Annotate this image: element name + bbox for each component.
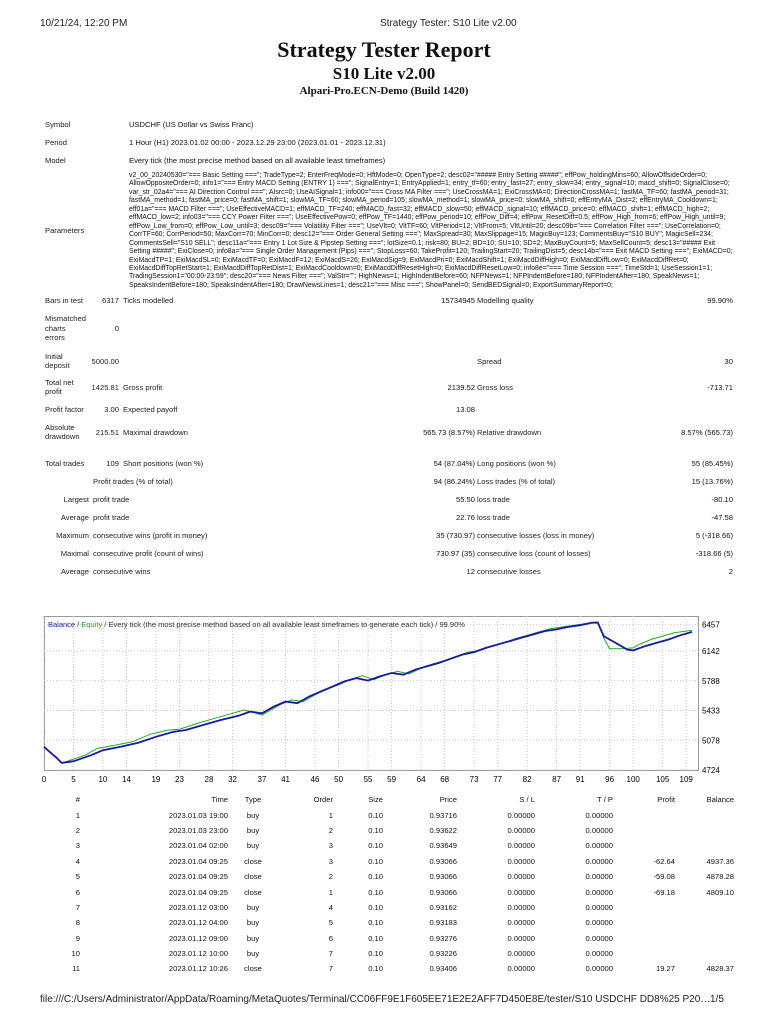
avg2-label: Average [60,566,89,576]
deals-cell: 7 [328,949,333,959]
x-tick-label: 55 [363,775,373,784]
deals-cell: 3 [75,841,80,851]
max-cw-label: consecutive wins (profit in money) [93,530,208,540]
deals-header-cell: Size [368,795,383,805]
ticks-value: 15734945 [441,295,475,305]
x-tick-label: 77 [493,775,503,784]
deals-cell: 0.00000 [585,887,613,897]
deals-cell: 0.00000 [585,810,613,820]
deals-cell: buy [246,825,260,835]
deals-header-cell: Profit [657,795,675,805]
period-label: Period [45,138,67,148]
chart-y-ticks [702,621,720,775]
report-title: Strategy Tester Report [277,37,491,62]
deals-cell: 0.00000 [585,825,613,835]
spread-value: 30 [724,356,733,366]
reldd-value: 8.57% (565.73) [681,427,733,437]
largest-pt-label: profit trade [93,494,130,504]
largest-pt-value: 55.50 [455,494,475,504]
deals-cell [613,931,675,946]
x-tick-label: 50 [334,775,344,784]
balance-equity-chart [41,616,734,788]
deals-cell: 2023.01.04 09:25 [168,887,228,897]
x-tick-label: 23 [175,775,184,784]
lt-value: 15 (13.76%) [691,476,733,486]
deals-cell: 0.93716 [429,810,457,820]
deals-cell [675,900,734,915]
mismatch-label-3: errors [45,333,65,343]
legend-equity: Equity [81,620,103,629]
mismatch-value: 0 [114,323,119,333]
short-label: Short positions (won %) [123,458,204,468]
deals-cell [613,823,675,838]
x-tick-label: 32 [228,775,237,784]
legend-sep: / [75,620,82,629]
netprofit-value: 1425.81 [91,382,119,392]
x-tick-label: 82 [522,775,532,784]
deals-cell: 0.00000 [507,964,535,974]
deals-cell: 0.00000 [585,918,613,928]
absdd-value: 215.51 [95,427,119,437]
avg-cl-value: 2 [728,566,733,576]
x-tick-label: 19 [151,775,161,784]
deals-cell: buy [246,918,260,928]
deals-cell: 2023.01.12 10:00 [168,949,228,959]
deals-header-row [44,792,734,807]
x-tick-label: 109 [679,775,693,784]
deals-cell: 0.10 [368,964,383,974]
deals-cell: 2023.01.04 02:00 [168,841,228,851]
deals-header-cell: Order [313,795,333,805]
deals-cell: 0.00000 [507,933,535,943]
summary-table [44,116,734,580]
deals-cell: close [244,964,262,974]
deals-cell [675,931,734,946]
deals-cell: 0.93649 [429,841,457,851]
reldd-label: Relative drawdown [477,427,542,437]
deals-cell: 2023.01.03 19:00 [168,810,228,820]
deals-cell: 2 [328,825,333,835]
mal-cl-value: -318.66 (5) [695,548,733,558]
largest-lt-value: -80.10 [711,494,733,504]
deals-cell: 11 [72,964,80,974]
deals-cell: 0.00000 [585,933,613,943]
grossprofit-value: 2139.52 [447,382,475,392]
mismatch-label-1: Mismatched [45,313,86,323]
lt-label: Loss trades (% of total) [477,476,556,486]
table-row [44,854,734,869]
deals-cell [675,946,734,961]
deals-cell: 2023.01.12 09:00 [168,933,228,943]
mismatch-label-2: charts [45,323,66,333]
spread-label: Spread [477,356,502,366]
deals-cell [675,823,734,838]
deals-cell: 0.10 [368,933,383,943]
period-value: 1 Hour (H1) 2023.01.02 00:00 - 2023.12.29 23:00 (2023.01.01 - 2023.12.31) [129,138,386,148]
deals-header-cell: Price [439,795,457,805]
grossloss-value: -713.71 [707,382,733,392]
ea-name: S10 Lite v2.00 [332,64,436,83]
deals-cell: 0.10 [368,841,383,851]
deals-cell: 0.10 [368,810,383,820]
deals-cell [675,915,734,930]
deals-cell: 0.10 [368,856,383,866]
deals-cell: 0.00000 [507,918,535,928]
deals-cell: 0.00000 [507,810,535,820]
deals-cell: 9 [75,933,80,943]
deals-cell: 4 [328,902,333,912]
maximal-label: Maximal [60,548,89,558]
deals-cell: 1 [328,810,333,820]
deals-cell: 10 [71,949,80,959]
bars-label: Bars in test [45,295,83,305]
largest-lt-label: loss trade [477,494,510,504]
deals-cell [613,946,675,961]
deals-cell: 0.00000 [507,825,535,835]
deals-cell: -59.08 [653,872,675,882]
grossloss-label: Gross loss [477,382,513,392]
largest-label: Largest [63,494,89,504]
y-tick-label: 5433 [702,706,720,716]
deals-cell: 2023.01.03 23:00 [168,825,228,835]
deals-cell: 0.00000 [585,841,613,851]
average-lt-value: -47.58 [711,512,733,522]
deposit-label-2: deposit [45,361,70,371]
x-tick-label: 46 [310,775,320,784]
deals-cell: 19.27 [655,964,675,974]
symbol-value: USDCHF (US Dollar vs Swiss Franc) [129,120,254,130]
parameters-value: v2_00_20240530="=== Basic Setting ==="; TradeType=2; EnterFreqMode=0; HftMode=0; OpenType=2; desc02="##### Entry Setting #####"; effPow_holdingMins=60; AllowOffsideOrder=0; AllowOppositeOrder=0; info1="=== Entry MACD Setting (ENTRY 1) ==="; SignalEntry=1; EntryApplied=1; entry_tf=60; entry_fast=27; entry_slow=34; entry_signal=10; macd_shift=0; SignalClose=0; var_str_02a4="=== AI Direction Control ==="; AIsrc=0; UseAISignal=1; info00="=== Cross MA Filter ==="; UseCrossMA=1; ExiCrossMA=0; DirectionCrossMA=1; fastMA_TF=60; fastMA_period=31; fastMA_method=1; fastMA_price=0; fastMA_shift=1; slowMA_TF=60; slowMA_period=105; slowMA_method=1; slowMA_price=0; slowMA_shift=0; effEntryMA_Dist=2; effEntryMA_Cooldown=1; eff01a="=== MACD Filter ==="; UseEffectiveMACD=1; effMACD_TF=240; effMACD_fast=32; effMACD_slow=50; effMACD_signal=10; effMACD_price=0; effMACD_shift=1; effMACD_high=2; effMACD_low=2; info03="=== CCY Power Filter ==="; UseEffectivePow=0; effPow_TF=1440; effPow_period=10; effPow_Diff=4; effPow_ResetDiff=0.5; effPow_High_from=6; effPow_High_until=9; effPow_Low_from=0; effPow_Low_until=3; desc09="=== Volatility Filter ==="; UseVlt=0; VltTF=60; VltPeriod=12; VltFrom=5; VltUntil=20; desc09b="=== Correlation Filter ==="; UseCorrelation=0; CorrTF=60; CorrPeriod=50; MaxCorr=70; MinCorr=0; desc12="=== Order General Setting ==="; MaxSpread=30; MaxSlippage=15; MagicBuy=123; CommentsBuy="S10 BUY"; MagicSell=234; CommentsSell="S10 SELL"; desc11a="=== Entry 1 Lot Size & Pipstep Setting ==="; lotSize=0.1; risk=80; BU=2; BD=10; SU=10; SD=2; MaxBuyCount=5; MaxSellCount=5; desc13="##### Exit Setting #####"; ExiClose=0; info8a="=== Single Order Management (Pips) ==="; StopLoss=60; TakeProfit=120; TrailingStart=20; TrailingDist=5; desc14b="=== Exit MACD Setting ==="; ExiMACD=0; ExiMacdTP=1; ExiMacdSL=0; ExiMacdTF=0; ExiMacdF=12; ExiMacdS=26; ExiMacdSig=9; ExiMacdPri=0; ExiMacdShift=1; ExiMacdDiffHigh=0; ExiMacdDiffLow=0; ExiMacdDiffRet=0; ExiMacdDiffTopRetStart=1; ExiMacdDiffTopRetDist=1; ExiMacdCooldown=0; ExiMacdDiffResetHigh=0; ExiMacdDiffResetLow=0; info8e="=== Time Session ==="; TimeStd=1; UseSession1=1; TradingSession1="00:00-23:59"; desc20="=== News Filter ==="; ValStr=""; HighNews=1; HighIndentBefore=60; NFPNews=1; NFPIndentBefore=180; NFPIndentAfter=180; SpeakNews=1; SpeaksIndentBefore=180; SpeaksIndentAfter=180; DrawNewsLines=1; desc21="=== Misc ==="; ShowPanel=0; SendBEDSignal=0; ExportSummaryReport=0; [129,172,733,289]
table-row [44,838,734,853]
deals-cell: 2 [75,825,80,835]
deals-cell: 0.00000 [507,902,535,912]
deals-cell [675,838,734,853]
maxdd-value: 565.73 (8.57%) [423,427,475,437]
deals-header-cell: Type [244,795,262,805]
table-row [44,823,734,838]
absdd-label-1: Absolute [45,423,75,433]
table-row [44,884,734,899]
x-tick-label: 91 [575,775,585,784]
deals-cell: 2 [328,872,333,882]
long-value: 55 (85.45%) [691,458,733,468]
max-cl-label: consecutive losses (loss in money) [477,530,595,540]
average-lt-label: loss trade [477,512,510,522]
legend-rest: / Every tick (the most precise method based on all available least timeframes to generate each tick) / 99.90% [102,620,465,629]
deals-cell: close [244,887,262,897]
long-label: Long positions (won %) [477,458,556,468]
deals-cell: 4 [75,856,80,866]
deposit-value: 5000.00 [91,356,119,366]
x-tick-label: 73 [469,775,479,784]
deals-cell: 0.93066 [429,887,457,897]
legend-balance: Balance [48,620,76,629]
y-tick-label: 6142 [702,647,720,657]
max-cw-value: 35 (730.97) [436,530,475,540]
chart-x-ticks [42,775,694,784]
payoff-value: 13.08 [455,404,475,414]
avg-cw-value: 12 [466,566,475,576]
mal-cl-label: consecutive loss (count of losses) [477,548,591,558]
x-tick-label: 37 [257,775,267,784]
deals-cell: 0.93066 [429,856,457,866]
deals-cell: 2023.01.12 03:00 [168,902,228,912]
deals-cell: 4878.28 [706,872,734,882]
deals-cell: -69.18 [653,887,675,897]
x-tick-label: 28 [204,775,214,784]
absdd-label-2: drawdown [45,432,80,442]
pf-value: 3.00 [104,404,119,414]
y-tick-label: 6457 [702,620,720,630]
grossprofit-label: Gross profit [123,382,163,392]
deals-cell: 0.00000 [507,841,535,851]
deals-cell: 4937.36 [706,856,734,866]
x-tick-label: 96 [605,775,615,784]
table-row [44,869,734,884]
x-tick-label: 100 [626,775,640,784]
mal-cp-value: 730.97 (35) [436,548,475,558]
deals-cell: 0.93066 [429,872,457,882]
avg-cw-label: consecutive wins [93,566,151,576]
pt-label: Profit trades (% of total) [93,476,173,486]
footer-page-number: 1/5 [710,994,724,1005]
x-tick-label: 0 [41,775,47,784]
deals-cell: 2023.01.12 04:00 [168,918,228,928]
deals-cell [613,915,675,930]
chart-legend [48,620,465,629]
server-name: Alpari-Pro.ECN-Demo (Build 1420) [299,85,469,97]
deals-cell [613,838,675,853]
deals-cell: 0.93276 [429,933,457,943]
table-row [44,807,734,822]
deals-cell: 0.10 [368,872,383,882]
deals-cell: -62.64 [653,856,675,866]
deals-cell: 0.10 [368,918,383,928]
x-tick-label: 10 [98,775,108,784]
average-pt-value: 22.76 [455,512,475,522]
deals-cell: 0.00000 [585,964,613,974]
deals-cell: 3 [328,841,333,851]
deals-cell: 2023.01.04 09:25 [168,872,228,882]
table-row [44,915,734,930]
deals-cell: 5 [75,872,80,882]
deals-cell: 0.93226 [429,949,457,959]
deals-cell: 4809.10 [706,887,734,897]
x-tick-label: 68 [440,775,450,784]
deals-cell: 4828.37 [706,964,734,974]
trades-value: 109 [106,458,119,468]
deals-cell: 2023.01.04 09:25 [168,856,228,866]
deals-cell: 0.10 [368,825,383,835]
x-tick-label: 64 [416,775,426,784]
deals-cell: close [244,856,262,866]
deals-cell: buy [246,810,260,820]
netprofit-label-1: Total net [45,378,74,388]
deals-cell: 0.10 [368,887,383,897]
y-tick-label: 4724 [702,766,720,775]
netprofit-label-2: profit [45,387,62,397]
deals-cell: 7 [328,964,333,974]
maxdd-label: Maximal drawdown [123,427,188,437]
y-tick-label: 5788 [702,676,720,686]
pf-label: Profit factor [45,404,84,414]
deals-table [44,792,734,977]
payoff-label: Expected payoff [123,404,178,414]
deals-cell: 0.10 [368,902,383,912]
deals-cell: 0.00000 [507,887,535,897]
avg-cl-label: consecutive losses [477,566,541,576]
deals-cell: buy [246,841,260,851]
y-tick-label: 5078 [702,736,720,746]
x-tick-label: 59 [387,775,397,784]
deals-cell: 0.00000 [507,949,535,959]
x-tick-label: 5 [71,775,76,784]
x-tick-label: 87 [552,775,562,784]
deals-header-cell: # [75,795,80,805]
deals-cell: 2023.01.12 10:26 [168,964,228,974]
mal-cp-label: consecutive profit (count of wins) [93,548,204,558]
table-row [44,931,734,946]
pt-value: 94 (86.24%) [433,476,475,486]
print-datetime: 10/21/24, 12:20 PM [40,18,128,29]
deals-cell: close [244,872,262,882]
average-label: Average [60,512,89,522]
model-value: Every tick (the most precise method based on all available least timeframes) [129,156,386,166]
print-page-title: Strategy Tester: S10 Lite v2.00 [380,18,517,29]
chart-plot-area [45,617,699,771]
x-tick-label: 105 [655,775,670,784]
deals-cell: 6 [75,887,80,897]
short-value: 54 (87.04%) [433,458,475,468]
maximum-label: Maximum [56,530,89,540]
deals-cell: 0.00000 [585,902,613,912]
ticks-label: Ticks modelled [123,295,174,305]
model-label: Model [45,156,66,166]
deals-header-cell: S / L [519,795,535,805]
bars-value: 6317 [102,295,119,305]
deals-cell [613,807,675,822]
deals-cell: 0.10 [368,949,383,959]
deals-cell: 1 [328,887,333,897]
deals-header-cell: Time [211,795,228,805]
deals-cell: 0.93406 [429,964,457,974]
deals-cell: 7 [75,902,80,912]
deals-cell: 0.93183 [429,918,457,928]
deals-cell: 0.00000 [585,872,613,882]
deals-cell [675,807,734,822]
deals-cell: 1 [75,810,80,820]
average-pt-label: profit trade [93,512,130,522]
deals-cell: 0.00000 [507,872,535,882]
symbol-label: Symbol [45,120,71,130]
quality-label: Modelling quality [477,295,534,305]
deals-cell: 5 [328,918,333,928]
deposit-label-1: Initial [45,352,63,362]
quality-value: 99.90% [707,295,733,305]
deals-cell: 0.00000 [585,856,613,866]
trades-label: Total trades [45,458,85,468]
table-row [44,961,734,976]
deals-header-cell: Balance [706,795,734,805]
deals-cell: buy [246,902,260,912]
table-row [44,946,734,961]
deals-cell [613,900,675,915]
x-tick-label: 41 [281,775,291,784]
deals-cell: 0.00000 [585,949,613,959]
max-cl-value: 5 (-318.66) [695,530,733,540]
deals-cell: 0.93622 [429,825,457,835]
x-tick-label: 14 [122,775,131,784]
deals-cell: 6 [328,933,333,943]
table-row [44,900,734,915]
parameters-label: Parameters [45,226,85,236]
deals-cell: 8 [75,918,80,928]
deals-cell: 0.00000 [507,856,535,866]
footer-path: file:///C:/Users/Administrator/AppData/Roaming/MetaQuotes/Terminal/CC06FF9E1F605EE71E2E2AFF7D450E8E/tester/S10 USDCHF DD8%25 P20… [40,994,711,1005]
deals-header-cell: T / P [597,795,613,805]
deals-cell: buy [246,933,260,943]
deals-cell: buy [246,949,260,959]
deals-cell: 3 [328,856,333,866]
deals-cell: 0.93162 [429,902,457,912]
